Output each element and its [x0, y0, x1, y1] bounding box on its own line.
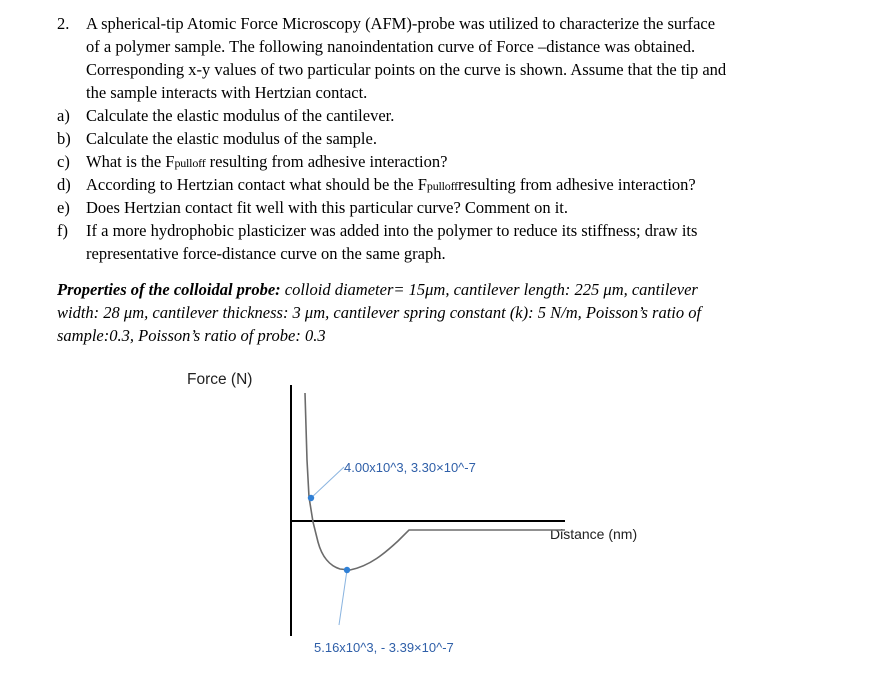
part-d-label: d) — [57, 175, 71, 194]
intro-line-2: of a polymer sample. The following nanoindentation curve of Force –distance was obtained. — [86, 37, 696, 56]
lower-point-label: 5.16x10^3, - 3.39×10^-7 — [314, 640, 454, 655]
part-f-text: If a more hydrophobic plasticizer was added into the polymer to reduce its stiffness; draw its — [86, 221, 698, 240]
part-f-label: f) — [57, 221, 68, 240]
intro-line-3: Corresponding x-y values of two particular points on the curve is shown. Assume that the tip and — [86, 60, 727, 79]
part-c-text: What is the Fpulloff resulting from adhesive interaction? — [86, 152, 448, 171]
upper-point-label: 4.00x10^3, 3.30×10^-7 — [344, 460, 476, 475]
part-f-text-2: representative force-distance curve on the same graph. — [86, 244, 446, 263]
question-number: 2. — [57, 14, 70, 33]
properties-heading: Properties of the colloidal probe: — [57, 280, 281, 299]
part-b-label: b) — [57, 129, 71, 148]
properties-line-3: sample:0.3, Poisson’s ratio of probe: 0.3 — [57, 326, 326, 345]
y-axis-label: Force (N) — [187, 371, 253, 388]
part-c-label: c) — [57, 152, 70, 171]
lower-point-leader — [339, 570, 347, 625]
force-curve — [305, 393, 565, 570]
part-a-text: Calculate the elastic modulus of the cantilever. — [86, 106, 395, 125]
part-b-text: Calculate the elastic modulus of the sample. — [86, 129, 377, 148]
part-a-label: a) — [57, 106, 70, 125]
upper-point-leader — [311, 467, 344, 498]
upper-data-point — [308, 495, 314, 501]
part-d-text: According to Hertzian contact what should be the Fpulloffresulting from adhesive interaction? — [86, 175, 696, 194]
properties-line-2: width: 28 μm, cantilever thickness: 3 μm, cantilever spring constant (k): 5 N/m, Poisson’s ratio of — [57, 303, 702, 322]
intro-line-1: A spherical-tip Atomic Force Microscopy (AFM)-probe was utilized to characterize the surface — [86, 14, 716, 33]
intro-line-4: the sample interacts with Hertzian contact. — [86, 83, 368, 102]
x-axis-label: Distance (nm) — [550, 526, 638, 542]
lower-data-point — [344, 567, 350, 573]
part-e-label: e) — [57, 198, 70, 217]
properties-line-1: Properties of the colloidal probe: colloid diameter= 15μm, cantilever length: 225 μm, cantilever — [57, 280, 698, 299]
part-e-text: Does Hertzian contact fit well with this particular curve? Comment on it. — [86, 198, 569, 217]
